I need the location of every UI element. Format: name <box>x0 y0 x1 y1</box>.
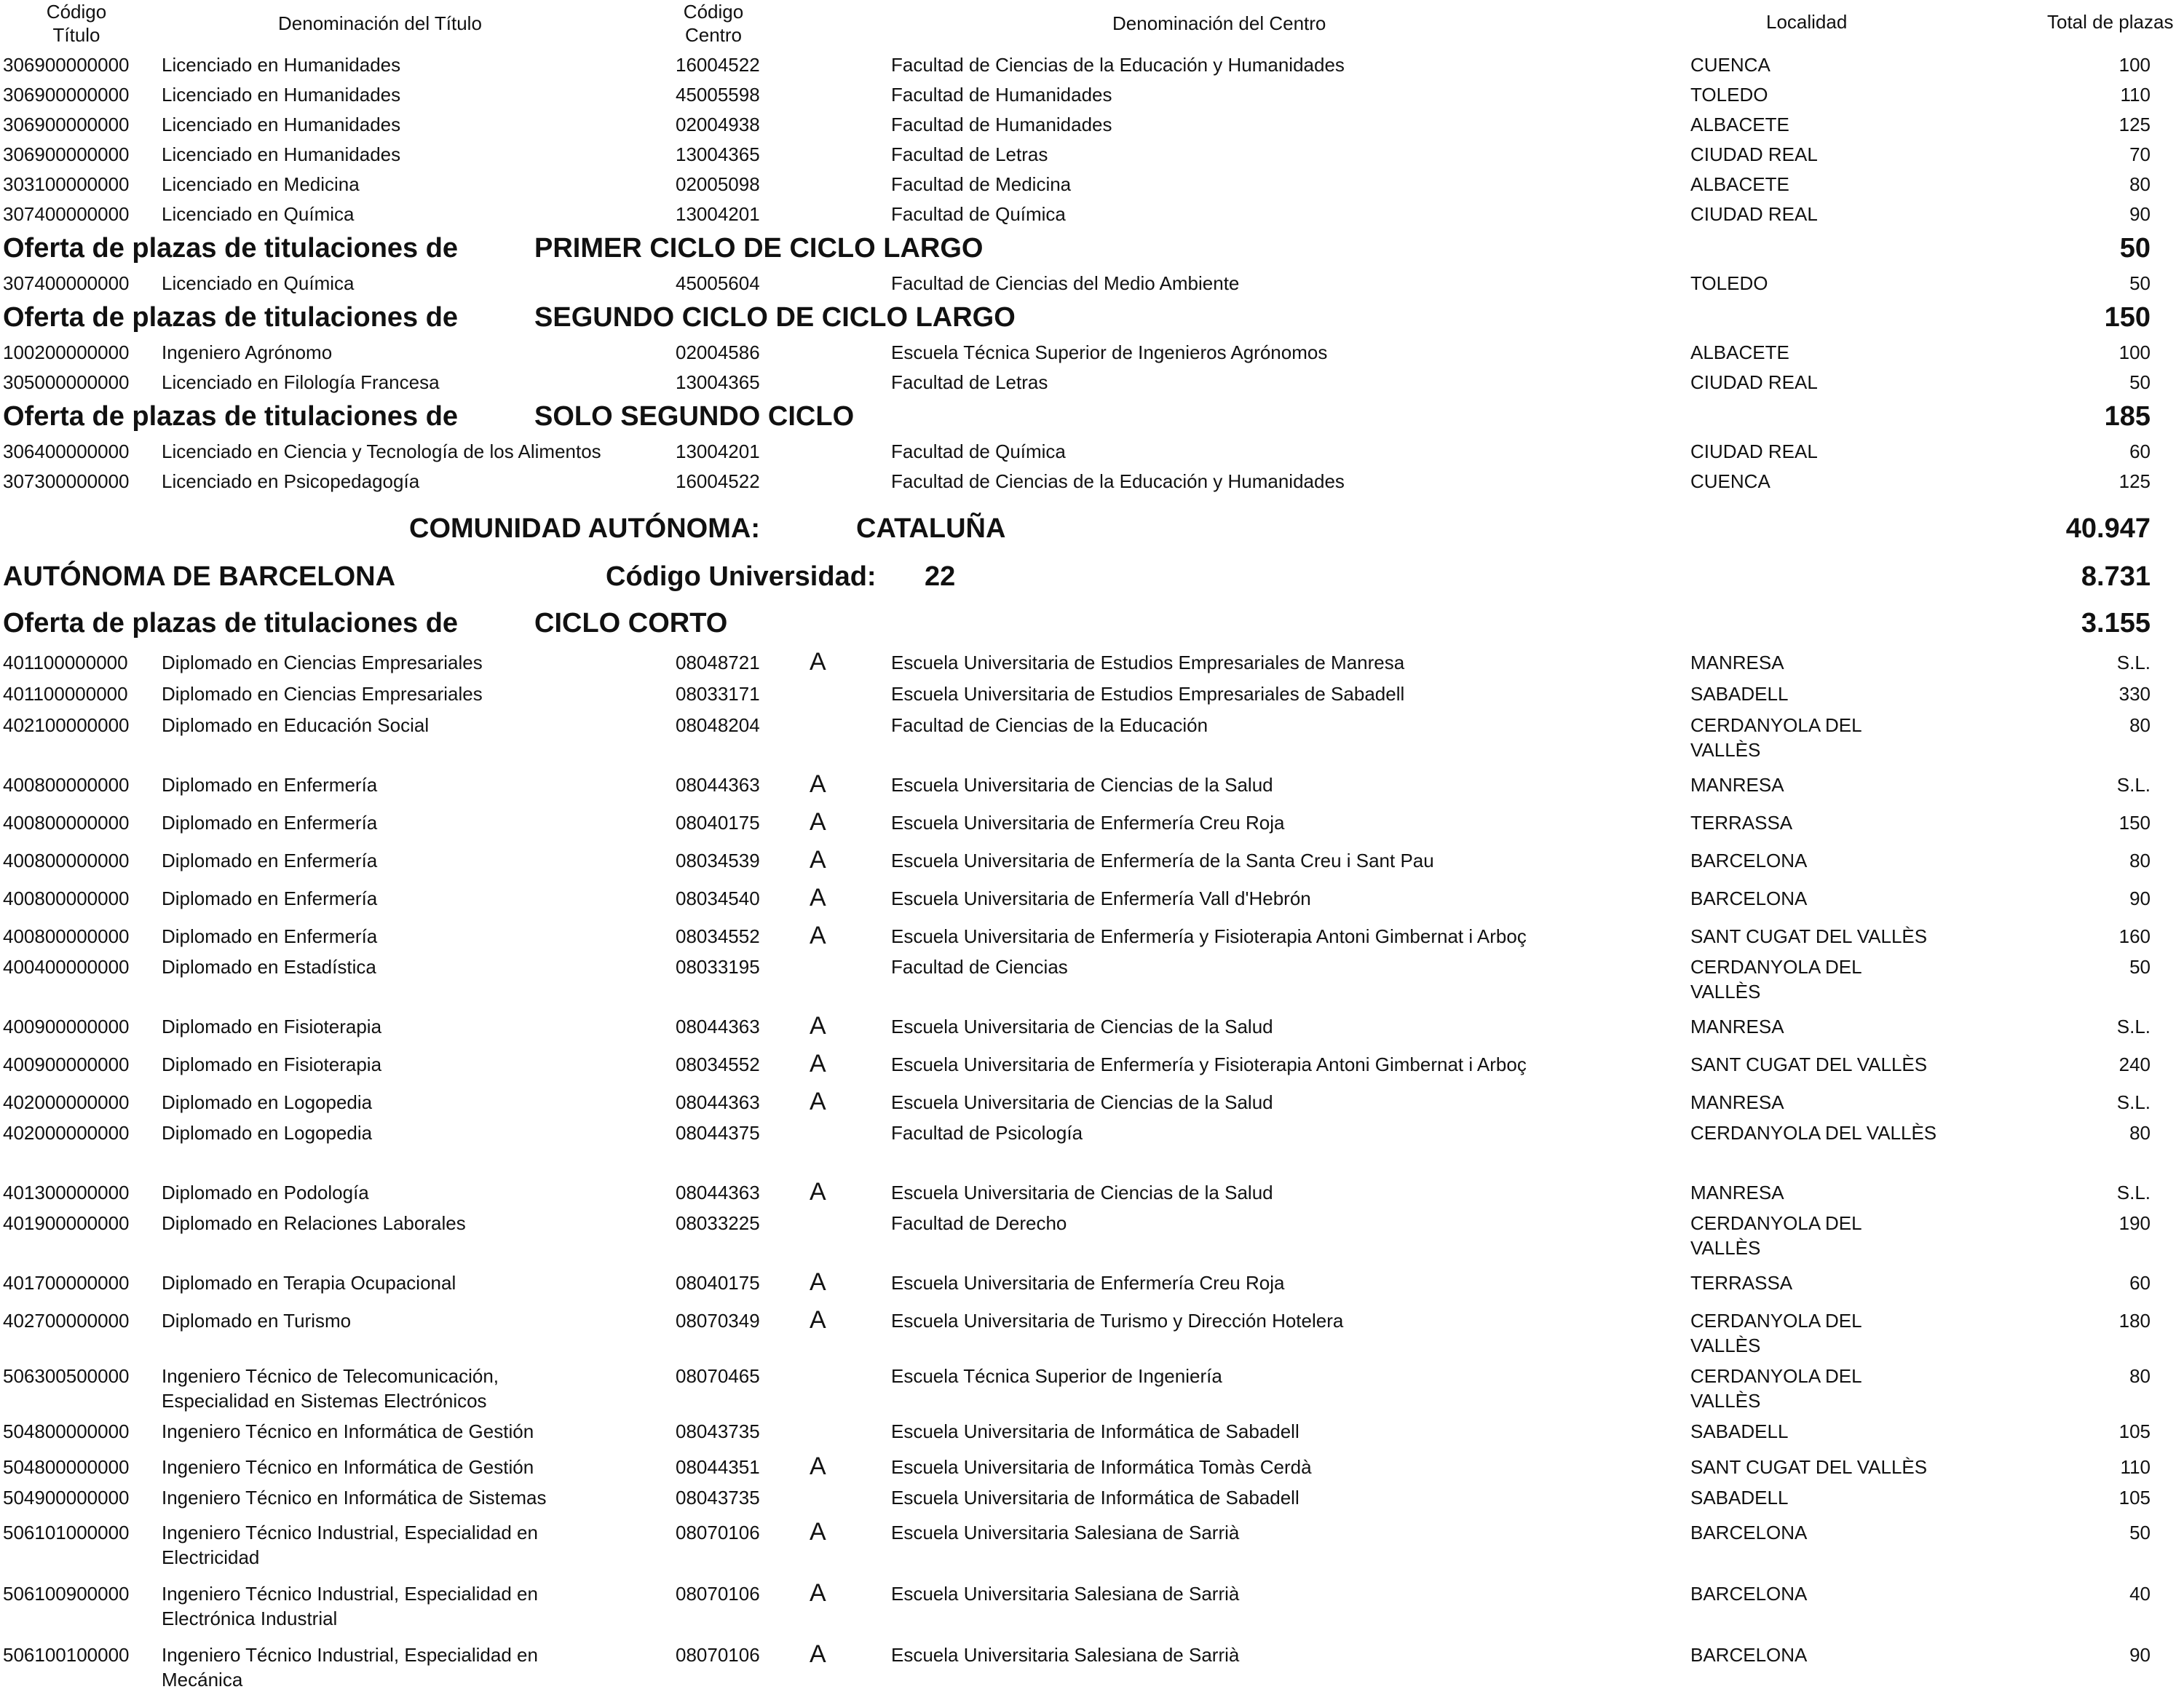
denominacion-titulo: Licenciado en Ciencia y Tecnología de los Alimentos <box>162 440 601 462</box>
total-plazas: 50 <box>2129 956 2151 978</box>
universidad-code: 22 <box>925 561 956 592</box>
denominacion-titulo: Diplomado en Logopedia <box>162 1122 373 1144</box>
codigo-centro: 08034540 <box>676 887 760 909</box>
codigo-titulo: 506100900000 <box>3 1583 130 1605</box>
localidad: CIUDAD REAL <box>1690 203 1818 225</box>
localidad: MANRESA <box>1690 1016 1784 1037</box>
section-type: CICLO CORTO <box>534 608 728 639</box>
header-denominacion-centro: Denominación del Centro <box>1112 12 1326 34</box>
codigo-centro: 08070106 <box>676 1644 760 1666</box>
centro-adscrito-flag: A <box>810 922 826 949</box>
total-plazas: S.L. <box>2116 1016 2151 1037</box>
codigo-titulo: 506100100000 <box>3 1644 130 1666</box>
localidad: ALBACETE <box>1690 341 1789 363</box>
codigo-centro: 08043735 <box>676 1420 760 1442</box>
denominacion-centro: Escuela Universitaria de Informática Tomàs Cerdà <box>891 1456 1312 1478</box>
codigo-titulo: 306400000000 <box>3 440 130 462</box>
codigo-titulo: 506101000000 <box>3 1522 130 1543</box>
denominacion-centro: Escuela Universitaria de Turismo y Dirección Hotelera <box>891 1310 1344 1332</box>
comunidad-name: CATALUÑA <box>856 513 1006 544</box>
denominacion-titulo: Diplomado en Enfermería <box>162 774 378 796</box>
codigo-centro: 08040175 <box>676 1272 760 1294</box>
denominacion-titulo: Diplomado en Fisioterapia <box>162 1053 382 1075</box>
denominacion-titulo: Diplomado en Terapia Ocupacional <box>162 1272 456 1294</box>
centro-adscrito-flag: A <box>810 808 826 836</box>
localidad: MANRESA <box>1690 652 1784 673</box>
total-plazas: 50 <box>2129 272 2151 294</box>
header-denominacion-titulo: Denominación del Título <box>278 12 482 34</box>
total-plazas: 50 <box>2129 371 2151 393</box>
centro-adscrito-flag: A <box>810 1012 826 1040</box>
denominacion-titulo: Ingeniero Técnico en Informática de Gestión <box>162 1420 534 1442</box>
total-plazas: 105 <box>2118 1420 2151 1442</box>
total-plazas: 90 <box>2129 203 2151 225</box>
centro-adscrito-flag: A <box>810 846 826 874</box>
codigo-titulo: 504800000000 <box>3 1420 130 1442</box>
total-plazas: 80 <box>2129 173 2151 195</box>
denominacion-centro: Facultad de Química <box>891 203 1066 225</box>
codigo-centro: 08048204 <box>676 714 760 736</box>
denominacion-centro: Escuela Universitaria de Enfermería de la Santa Creu i Sant Pau <box>891 850 1434 871</box>
denominacion-centro: Escuela Universitaria de Enfermería y Fisioterapia Antoni Gimbernat i Arboç <box>891 1053 1527 1075</box>
localidad: SABADELL <box>1690 1420 1789 1442</box>
denominacion-titulo: Licenciado en Psicopedagogía <box>162 470 420 492</box>
section-total: 185 <box>2104 401 2151 432</box>
codigo-centro: 08044363 <box>676 1182 760 1203</box>
codigo-centro: 02004586 <box>676 341 760 363</box>
codigo-centro: 45005604 <box>676 272 760 294</box>
denominacion-titulo: Diplomado en Educación Social <box>162 714 430 736</box>
codigo-titulo: 306900000000 <box>3 84 130 106</box>
denominacion-centro: Facultad de Ciencias de la Educación y Humanidades <box>891 470 1345 492</box>
localidad: SANT CUGAT DEL VALLÈS <box>1690 1053 1928 1075</box>
localidad: TERRASSA <box>1690 1272 1793 1294</box>
section-label: Oferta de plazas de titulaciones de <box>3 608 459 639</box>
codigo-centro: 13004365 <box>676 371 760 393</box>
universidad-header <box>0 561 2184 593</box>
denominacion-centro: Escuela Universitaria de Ciencias de la Salud <box>891 1182 1273 1203</box>
total-plazas: 50 <box>2129 1522 2151 1543</box>
denominacion-titulo: Licenciado en Medicina <box>162 173 360 195</box>
denominacion-centro: Escuela Universitaria de Enfermería Creu Roja <box>891 1272 1285 1294</box>
localidad: CUENCA <box>1690 54 1770 76</box>
codigo-titulo: 402700000000 <box>3 1310 130 1332</box>
total-plazas: 80 <box>2129 1365 2151 1387</box>
centro-adscrito-flag: A <box>810 884 826 912</box>
denominacion-centro: Escuela Universitaria Salesiana de Sarrià <box>891 1644 1240 1666</box>
codigo-titulo: 504800000000 <box>3 1456 130 1478</box>
codigo-centro: 13004201 <box>676 203 760 225</box>
total-plazas: 60 <box>2129 1272 2151 1294</box>
denominacion-centro: Facultad de Letras <box>891 143 1048 165</box>
codigo-centro: 08033225 <box>676 1212 760 1234</box>
denominacion-centro: Facultad de Ciencias <box>891 956 1068 978</box>
denominacion-titulo: Ingeniero Agrónomo <box>162 341 333 363</box>
section-total: 150 <box>2104 302 2151 333</box>
denominacion-titulo: Ingeniero Técnico en Informática de Sistemas <box>162 1487 547 1509</box>
total-plazas: 125 <box>2118 114 2151 135</box>
codigo-titulo: 400800000000 <box>3 887 130 909</box>
section-ciclo-corto <box>0 607 2184 639</box>
denominacion-centro: Facultad de Química <box>891 440 1066 462</box>
localidad: BARCELONA <box>1690 1583 1808 1605</box>
total-plazas: 80 <box>2129 714 2151 736</box>
section-segundo-ciclo <box>0 301 2184 333</box>
total-plazas: S.L. <box>2116 1182 2151 1203</box>
denominacion-titulo: Ingeniero Técnico Industrial, Especialidad en Electrónica Industrial <box>162 1583 538 1629</box>
codigo-titulo: 400400000000 <box>3 956 130 978</box>
codigo-titulo: 401100000000 <box>3 652 128 673</box>
codigo-titulo: 306900000000 <box>3 143 130 165</box>
codigo-centro: 45005598 <box>676 84 760 106</box>
codigo-titulo: 506300500000 <box>3 1365 130 1387</box>
total-plazas: 80 <box>2129 1122 2151 1144</box>
denominacion-titulo: Diplomado en Podología <box>162 1182 369 1203</box>
codigo-titulo: 400900000000 <box>3 1016 130 1037</box>
codigo-titulo: 307400000000 <box>3 203 130 225</box>
denominacion-titulo: Diplomado en Enfermería <box>162 887 378 909</box>
total-plazas: 110 <box>2120 84 2151 106</box>
section-type: SEGUNDO CICLO DE CICLO LARGO <box>534 302 1016 333</box>
codigo-titulo: 401300000000 <box>3 1182 130 1203</box>
denominacion-titulo: Diplomado en Turismo <box>162 1310 352 1332</box>
codigo-titulo: 401900000000 <box>3 1212 130 1234</box>
denominacion-centro: Escuela Universitaria de Informática de Sabadell <box>891 1487 1299 1509</box>
total-plazas: 125 <box>2118 470 2151 492</box>
denominacion-centro: Escuela Universitaria de Enfermería y Fisioterapia Antoni Gimbernat i Arboç <box>891 925 1527 947</box>
total-plazas: 150 <box>2118 812 2151 834</box>
denominacion-titulo: Diplomado en Ciencias Empresariales <box>162 652 483 673</box>
comunidad-autonoma-header <box>0 513 2184 545</box>
section-primer-ciclo <box>0 232 2184 264</box>
localidad: CERDANYOLA DEL VALLÈS <box>1690 1122 1937 1144</box>
codigo-centro: 16004522 <box>676 54 760 76</box>
codigo-centro: 08034552 <box>676 925 760 947</box>
codigo-centro: 08044351 <box>676 1456 760 1478</box>
centro-adscrito-flag: A <box>810 1640 826 1668</box>
comunidad-total: 40.947 <box>2065 513 2151 544</box>
denominacion-titulo: Licenciado en Humanidades <box>162 54 401 76</box>
codigo-centro: 08070106 <box>676 1522 760 1543</box>
codigo-titulo: 402000000000 <box>3 1122 130 1144</box>
denominacion-titulo: Licenciado en Humanidades <box>162 114 401 135</box>
denominacion-titulo: Diplomado en Ciencias Empresariales <box>162 683 483 705</box>
denominacion-titulo: Diplomado en Fisioterapia <box>162 1016 382 1037</box>
total-plazas: 100 <box>2118 341 2151 363</box>
total-plazas: 90 <box>2129 1644 2151 1666</box>
universidad-code-label: Código Universidad: <box>606 561 877 592</box>
codigo-centro: 08044363 <box>676 774 760 796</box>
denominacion-titulo: Diplomado en Estadística <box>162 956 376 978</box>
universidad-name: AUTÓNOMA DE BARCELONA <box>3 561 396 592</box>
centro-adscrito-flag: A <box>810 1579 826 1607</box>
denominacion-centro: Escuela Universitaria Salesiana de Sarrià <box>891 1583 1240 1605</box>
localidad: CUENCA <box>1690 470 1770 492</box>
denominacion-centro: Facultad de Psicología <box>891 1122 1083 1144</box>
localidad: CERDANYOLA DEL VALLÈS <box>1690 1365 1861 1412</box>
codigo-titulo: 401700000000 <box>3 1272 130 1294</box>
codigo-centro: 08070349 <box>676 1310 760 1332</box>
denominacion-centro: Escuela Universitaria de Estudios Empresariales de Manresa <box>891 652 1405 673</box>
localidad: TERRASSA <box>1690 812 1793 834</box>
total-plazas: 330 <box>2118 683 2151 705</box>
codigo-titulo: 100200000000 <box>3 341 130 363</box>
section-type: PRIMER CICLO DE CICLO LARGO <box>534 233 984 264</box>
localidad: BARCELONA <box>1690 887 1808 909</box>
localidad: ALBACETE <box>1690 114 1789 135</box>
denominacion-titulo: Diplomado en Enfermería <box>162 925 378 947</box>
codigo-centro: 08033195 <box>676 956 760 978</box>
denominacion-titulo: Diplomado en Enfermería <box>162 850 378 871</box>
centro-adscrito-flag: A <box>810 648 826 676</box>
codigo-centro: 13004201 <box>676 440 760 462</box>
codigo-centro: 08044363 <box>676 1091 760 1113</box>
denominacion-titulo: Ingeniero Técnico de Telecomunicación, Especialidad en Sistemas Electrónicos <box>162 1365 499 1412</box>
centro-adscrito-flag: A <box>810 1050 826 1078</box>
header-localidad: Localidad <box>1766 11 1848 33</box>
codigo-titulo: 307400000000 <box>3 272 130 294</box>
section-solo-segundo-ciclo <box>0 400 2184 432</box>
denominacion-centro: Facultad de Humanidades <box>891 114 1112 135</box>
total-plazas: 40 <box>2129 1583 2151 1605</box>
header-codigo-centro: Código Centro <box>683 1 744 46</box>
total-plazas: 70 <box>2129 143 2151 165</box>
total-plazas: 100 <box>2118 54 2151 76</box>
codigo-titulo: 400800000000 <box>3 774 130 796</box>
total-plazas: 160 <box>2118 925 2151 947</box>
codigo-centro: 08044375 <box>676 1122 760 1144</box>
codigo-centro: 08043735 <box>676 1487 760 1509</box>
codigo-titulo: 400800000000 <box>3 925 130 947</box>
section-type: SOLO SEGUNDO CICLO <box>534 401 855 432</box>
codigo-centro: 08033171 <box>676 683 760 705</box>
denominacion-centro: Escuela Técnica Superior de Ingenieros Agrónomos <box>891 341 1328 363</box>
codigo-centro: 08034539 <box>676 850 760 871</box>
localidad: ALBACETE <box>1690 173 1789 195</box>
section-total: 50 <box>2119 233 2151 264</box>
localidad: MANRESA <box>1690 1091 1784 1113</box>
centro-adscrito-flag: A <box>810 1268 826 1296</box>
denominacion-centro: Escuela Universitaria de Ciencias de la Salud <box>891 1016 1273 1037</box>
total-plazas: 60 <box>2129 440 2151 462</box>
denominacion-centro: Escuela Universitaria de Estudios Empresariales de Sabadell <box>891 683 1405 705</box>
codigo-titulo: 303100000000 <box>3 173 130 195</box>
codigo-titulo: 401100000000 <box>3 683 128 705</box>
total-plazas: S.L. <box>2116 1091 2151 1113</box>
codigo-centro: 08034552 <box>676 1053 760 1075</box>
codigo-centro: 08070465 <box>676 1365 760 1387</box>
localidad: SABADELL <box>1690 1487 1789 1509</box>
denominacion-titulo: Ingeniero Técnico Industrial, Especialidad en Electricidad <box>162 1522 538 1568</box>
section-label: Oferta de plazas de titulaciones de <box>3 401 459 432</box>
localidad: TOLEDO <box>1690 272 1768 294</box>
codigo-centro: 02005098 <box>676 173 760 195</box>
centro-adscrito-flag: A <box>810 1178 826 1206</box>
total-plazas: 110 <box>2120 1456 2151 1478</box>
codigo-titulo: 306900000000 <box>3 114 130 135</box>
codigo-titulo: 305000000000 <box>3 371 130 393</box>
denominacion-centro: Escuela Universitaria de Enfermería Vall d'Hebrón <box>891 887 1311 909</box>
localidad: SANT CUGAT DEL VALLÈS <box>1690 1456 1928 1478</box>
total-plazas: 190 <box>2118 1212 2151 1234</box>
localidad: CERDANYOLA DEL VALLÈS <box>1690 1310 1861 1356</box>
total-plazas: 240 <box>2118 1053 2151 1075</box>
section-total: 3.155 <box>2081 608 2151 639</box>
denominacion-titulo: Diplomado en Enfermería <box>162 812 378 834</box>
centro-adscrito-flag: A <box>810 770 826 798</box>
localidad: CIUDAD REAL <box>1690 440 1818 462</box>
denominacion-centro: Facultad de Letras <box>891 371 1048 393</box>
centro-adscrito-flag: A <box>810 1306 826 1334</box>
total-plazas: 90 <box>2129 887 2151 909</box>
localidad: CIUDAD REAL <box>1690 143 1818 165</box>
localidad: MANRESA <box>1690 774 1784 796</box>
denominacion-titulo: Licenciado en Humanidades <box>162 84 401 106</box>
localidad: SABADELL <box>1690 683 1789 705</box>
codigo-centro: 08048721 <box>676 652 760 673</box>
denominacion-centro: Escuela Técnica Superior de Ingeniería <box>891 1365 1222 1387</box>
codigo-titulo: 306900000000 <box>3 54 130 76</box>
localidad: CIUDAD REAL <box>1690 371 1818 393</box>
denominacion-titulo: Licenciado en Química <box>162 272 355 294</box>
centro-adscrito-flag: A <box>810 1518 826 1546</box>
section-label: Oferta de plazas de titulaciones de <box>3 233 459 264</box>
header-codigo-titulo: Código Título <box>46 1 107 46</box>
codigo-centro: 08044363 <box>676 1016 760 1037</box>
localidad: BARCELONA <box>1690 1644 1808 1666</box>
denominacion-centro: Facultad de Ciencias de la Educación <box>891 714 1208 736</box>
localidad: CERDANYOLA DEL VALLÈS <box>1690 956 1861 1003</box>
denominacion-centro: Facultad de Ciencias de la Educación y Humanidades <box>891 54 1345 76</box>
localidad: TOLEDO <box>1690 84 1768 106</box>
universidad-total: 8.731 <box>2081 561 2151 592</box>
denominacion-centro: Facultad de Humanidades <box>891 84 1112 106</box>
denominacion-centro: Escuela Universitaria de Ciencias de la Salud <box>891 774 1273 796</box>
localidad: BARCELONA <box>1690 850 1808 871</box>
denominacion-titulo: Ingeniero Técnico en Informática de Gestión <box>162 1456 534 1478</box>
codigo-titulo: 402000000000 <box>3 1091 130 1113</box>
codigo-centro: 08040175 <box>676 812 760 834</box>
localidad: MANRESA <box>1690 1182 1784 1203</box>
total-plazas: 80 <box>2129 850 2151 871</box>
comunidad-label: COMUNIDAD AUTÓNOMA: <box>409 513 760 544</box>
denominacion-centro: Facultad de Derecho <box>891 1212 1067 1234</box>
centro-adscrito-flag: A <box>810 1088 826 1115</box>
header-total-plazas: Total de plazas <box>2047 11 2174 33</box>
total-plazas: 180 <box>2118 1310 2151 1332</box>
codigo-titulo: 400900000000 <box>3 1053 130 1075</box>
codigo-centro: 08070106 <box>676 1583 760 1605</box>
denominacion-centro: Escuela Universitaria de Informática de Sabadell <box>891 1420 1299 1442</box>
codigo-centro: 02004938 <box>676 114 760 135</box>
total-plazas: S.L. <box>2116 774 2151 796</box>
denominacion-titulo: Diplomado en Relaciones Laborales <box>162 1212 466 1234</box>
denominacion-titulo: Licenciado en Química <box>162 203 355 225</box>
denominacion-centro: Escuela Universitaria Salesiana de Sarrià <box>891 1522 1240 1543</box>
codigo-titulo: 400800000000 <box>3 850 130 871</box>
denominacion-centro: Escuela Universitaria de Ciencias de la Salud <box>891 1091 1273 1113</box>
codigo-titulo: 402100000000 <box>3 714 130 736</box>
denominacion-centro: Escuela Universitaria de Enfermería Creu Roja <box>891 812 1285 834</box>
total-plazas: 105 <box>2118 1487 2151 1509</box>
localidad: CERDANYOLA DEL VALLÈS <box>1690 1212 1861 1259</box>
denominacion-centro: Facultad de Ciencias del Medio Ambiente <box>891 272 1240 294</box>
codigo-centro: 16004522 <box>676 470 760 492</box>
denominacion-titulo: Ingeniero Técnico Industrial, Especialidad en Mecánica <box>162 1644 538 1691</box>
denominacion-titulo: Licenciado en Humanidades <box>162 143 401 165</box>
total-plazas: S.L. <box>2116 652 2151 673</box>
codigo-titulo: 307300000000 <box>3 470 130 492</box>
localidad: SANT CUGAT DEL VALLÈS <box>1690 925 1928 947</box>
localidad: BARCELONA <box>1690 1522 1808 1543</box>
denominacion-centro: Facultad de Medicina <box>891 173 1072 195</box>
codigo-centro: 13004365 <box>676 143 760 165</box>
localidad: CERDANYOLA DEL VALLÈS <box>1690 714 1861 761</box>
denominacion-titulo: Diplomado en Logopedia <box>162 1091 373 1113</box>
codigo-titulo: 400800000000 <box>3 812 130 834</box>
section-label: Oferta de plazas de titulaciones de <box>3 302 459 333</box>
codigo-titulo: 504900000000 <box>3 1487 130 1509</box>
denominacion-titulo: Licenciado en Filología Francesa <box>162 371 440 393</box>
centro-adscrito-flag: A <box>810 1452 826 1480</box>
